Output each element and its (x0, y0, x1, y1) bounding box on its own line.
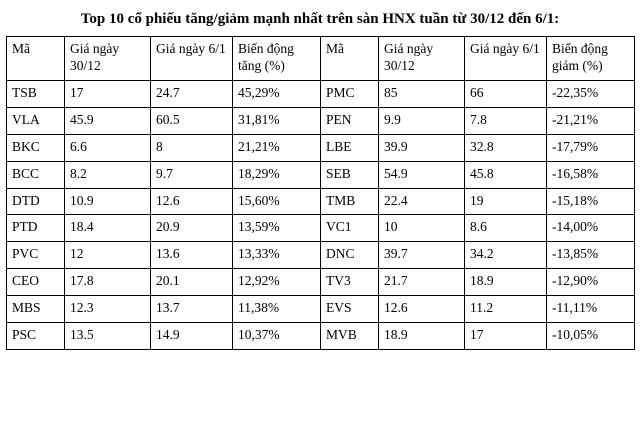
cell-loser-price-3012: 54.9 (379, 161, 465, 188)
cell-loser-price-3012: 12.6 (379, 296, 465, 323)
cell-loser-price-3012: 18.9 (379, 322, 465, 349)
cell-loser-price-3012: 10 (379, 215, 465, 242)
cell-gain-percent: 21,21% (233, 134, 321, 161)
cell-loss-percent: -13,85% (547, 242, 635, 269)
cell-loser-code: PMC (321, 81, 379, 108)
column-header-gainer-price-0601: Giá ngày 6/1 (151, 37, 233, 81)
cell-loss-percent: -10,05% (547, 322, 635, 349)
cell-gainer-price-3012: 6.6 (65, 134, 151, 161)
cell-loser-code: MVB (321, 322, 379, 349)
cell-gainer-code: PTD (7, 215, 65, 242)
cell-loser-price-3012: 85 (379, 81, 465, 108)
table-header-row (7, 37, 635, 81)
cell-loser-code: PEN (321, 107, 379, 134)
cell-gain-percent: 13,59% (233, 215, 321, 242)
cell-gain-percent: 31,81% (233, 107, 321, 134)
cell-loser-price-0601: 32.8 (465, 134, 547, 161)
cell-loser-price-0601: 11.2 (465, 296, 547, 323)
cell-loser-code: EVS (321, 296, 379, 323)
table-row (7, 215, 635, 242)
cell-loser-price-3012: 39.9 (379, 134, 465, 161)
stock-movers-table (6, 36, 635, 350)
cell-gain-percent: 15,60% (233, 188, 321, 215)
cell-gainer-price-0601: 60.5 (151, 107, 233, 134)
column-header-loser-price-0601: Giá ngày 6/1 (465, 37, 547, 81)
cell-loss-percent: -14,00% (547, 215, 635, 242)
table-row (7, 134, 635, 161)
cell-loss-percent: -21,21% (547, 107, 635, 134)
cell-gainer-code: PVC (7, 242, 65, 269)
column-header-gain-percent: Biến động tăng (%) (233, 37, 321, 81)
cell-loser-price-3012: 9.9 (379, 107, 465, 134)
cell-loser-price-0601: 66 (465, 81, 547, 108)
cell-gainer-price-0601: 13.7 (151, 296, 233, 323)
table-row (7, 188, 635, 215)
cell-gainer-price-3012: 17.8 (65, 269, 151, 296)
table-container (0, 36, 640, 350)
cell-loser-price-0601: 34.2 (465, 242, 547, 269)
cell-loser-price-3012: 22.4 (379, 188, 465, 215)
column-header-loss-percent: Biến động giảm (%) (547, 37, 635, 81)
cell-gain-percent: 12,92% (233, 269, 321, 296)
table-row (7, 81, 635, 108)
cell-gainer-price-0601: 13.6 (151, 242, 233, 269)
cell-loss-percent: -12,90% (547, 269, 635, 296)
cell-loser-price-0601: 19 (465, 188, 547, 215)
cell-gainer-code: TSB (7, 81, 65, 108)
cell-gainer-code: DTD (7, 188, 65, 215)
cell-gain-percent: 45,29% (233, 81, 321, 108)
cell-gainer-price-3012: 12 (65, 242, 151, 269)
cell-gainer-price-3012: 17 (65, 81, 151, 108)
cell-gainer-price-0601: 8 (151, 134, 233, 161)
table-row (7, 322, 635, 349)
table-row (7, 269, 635, 296)
cell-gain-percent: 11,38% (233, 296, 321, 323)
cell-gainer-price-3012: 13.5 (65, 322, 151, 349)
cell-gainer-code: BKC (7, 134, 65, 161)
cell-gain-percent: 13,33% (233, 242, 321, 269)
cell-loser-price-3012: 21.7 (379, 269, 465, 296)
cell-loser-code: DNC (321, 242, 379, 269)
page-title: Top 10 cổ phiếu tăng/giảm mạnh nhất trên sàn HNX tuần từ 30/12 đến 6/1: (80, 11, 560, 27)
cell-gainer-price-0601: 20.9 (151, 215, 233, 242)
cell-loser-code: TV3 (321, 269, 379, 296)
table-row (7, 296, 635, 323)
cell-gainer-price-3012: 12.3 (65, 296, 151, 323)
cell-gainer-price-3012: 10.9 (65, 188, 151, 215)
cell-loss-percent: -11,11% (547, 296, 635, 323)
cell-gainer-price-3012: 8.2 (65, 161, 151, 188)
cell-loser-price-0601: 7.8 (465, 107, 547, 134)
cell-gain-percent: 18,29% (233, 161, 321, 188)
column-header-gainer-code: Mã (7, 37, 65, 81)
cell-gainer-code: CEO (7, 269, 65, 296)
table-row (7, 161, 635, 188)
table-row (7, 242, 635, 269)
cell-gainer-price-0601: 9.7 (151, 161, 233, 188)
cell-loss-percent: -22,35% (547, 81, 635, 108)
cell-loser-code: SEB (321, 161, 379, 188)
cell-gainer-code: VLA (7, 107, 65, 134)
cell-loser-price-3012: 39.7 (379, 242, 465, 269)
cell-loser-price-0601: 17 (465, 322, 547, 349)
column-header-loser-price-3012: Giá ngày 30/12 (379, 37, 465, 81)
cell-loser-price-0601: 45.8 (465, 161, 547, 188)
column-header-gainer-price-3012: Giá ngày 30/12 (65, 37, 151, 81)
cell-gainer-code: MBS (7, 296, 65, 323)
cell-gainer-price-0601: 24.7 (151, 81, 233, 108)
column-header-loser-code: Mã (321, 37, 379, 81)
cell-loser-code: LBE (321, 134, 379, 161)
cell-gainer-code: PSC (7, 322, 65, 349)
cell-loss-percent: -17,79% (547, 134, 635, 161)
cell-gainer-price-0601: 12.6 (151, 188, 233, 215)
cell-loser-price-0601: 8.6 (465, 215, 547, 242)
cell-gainer-price-0601: 14.9 (151, 322, 233, 349)
cell-gainer-price-3012: 45.9 (65, 107, 151, 134)
cell-loss-percent: -15,18% (547, 188, 635, 215)
cell-gainer-price-3012: 18.4 (65, 215, 151, 242)
cell-loss-percent: -16,58% (547, 161, 635, 188)
cell-gainer-price-0601: 20.1 (151, 269, 233, 296)
table-header (7, 37, 635, 81)
cell-loser-code: VC1 (321, 215, 379, 242)
cell-gainer-code: BCC (7, 161, 65, 188)
cell-gain-percent: 10,37% (233, 322, 321, 349)
table-row (7, 107, 635, 134)
cell-loser-price-0601: 18.9 (465, 269, 547, 296)
table-body (7, 81, 635, 350)
cell-loser-code: TMB (321, 188, 379, 215)
